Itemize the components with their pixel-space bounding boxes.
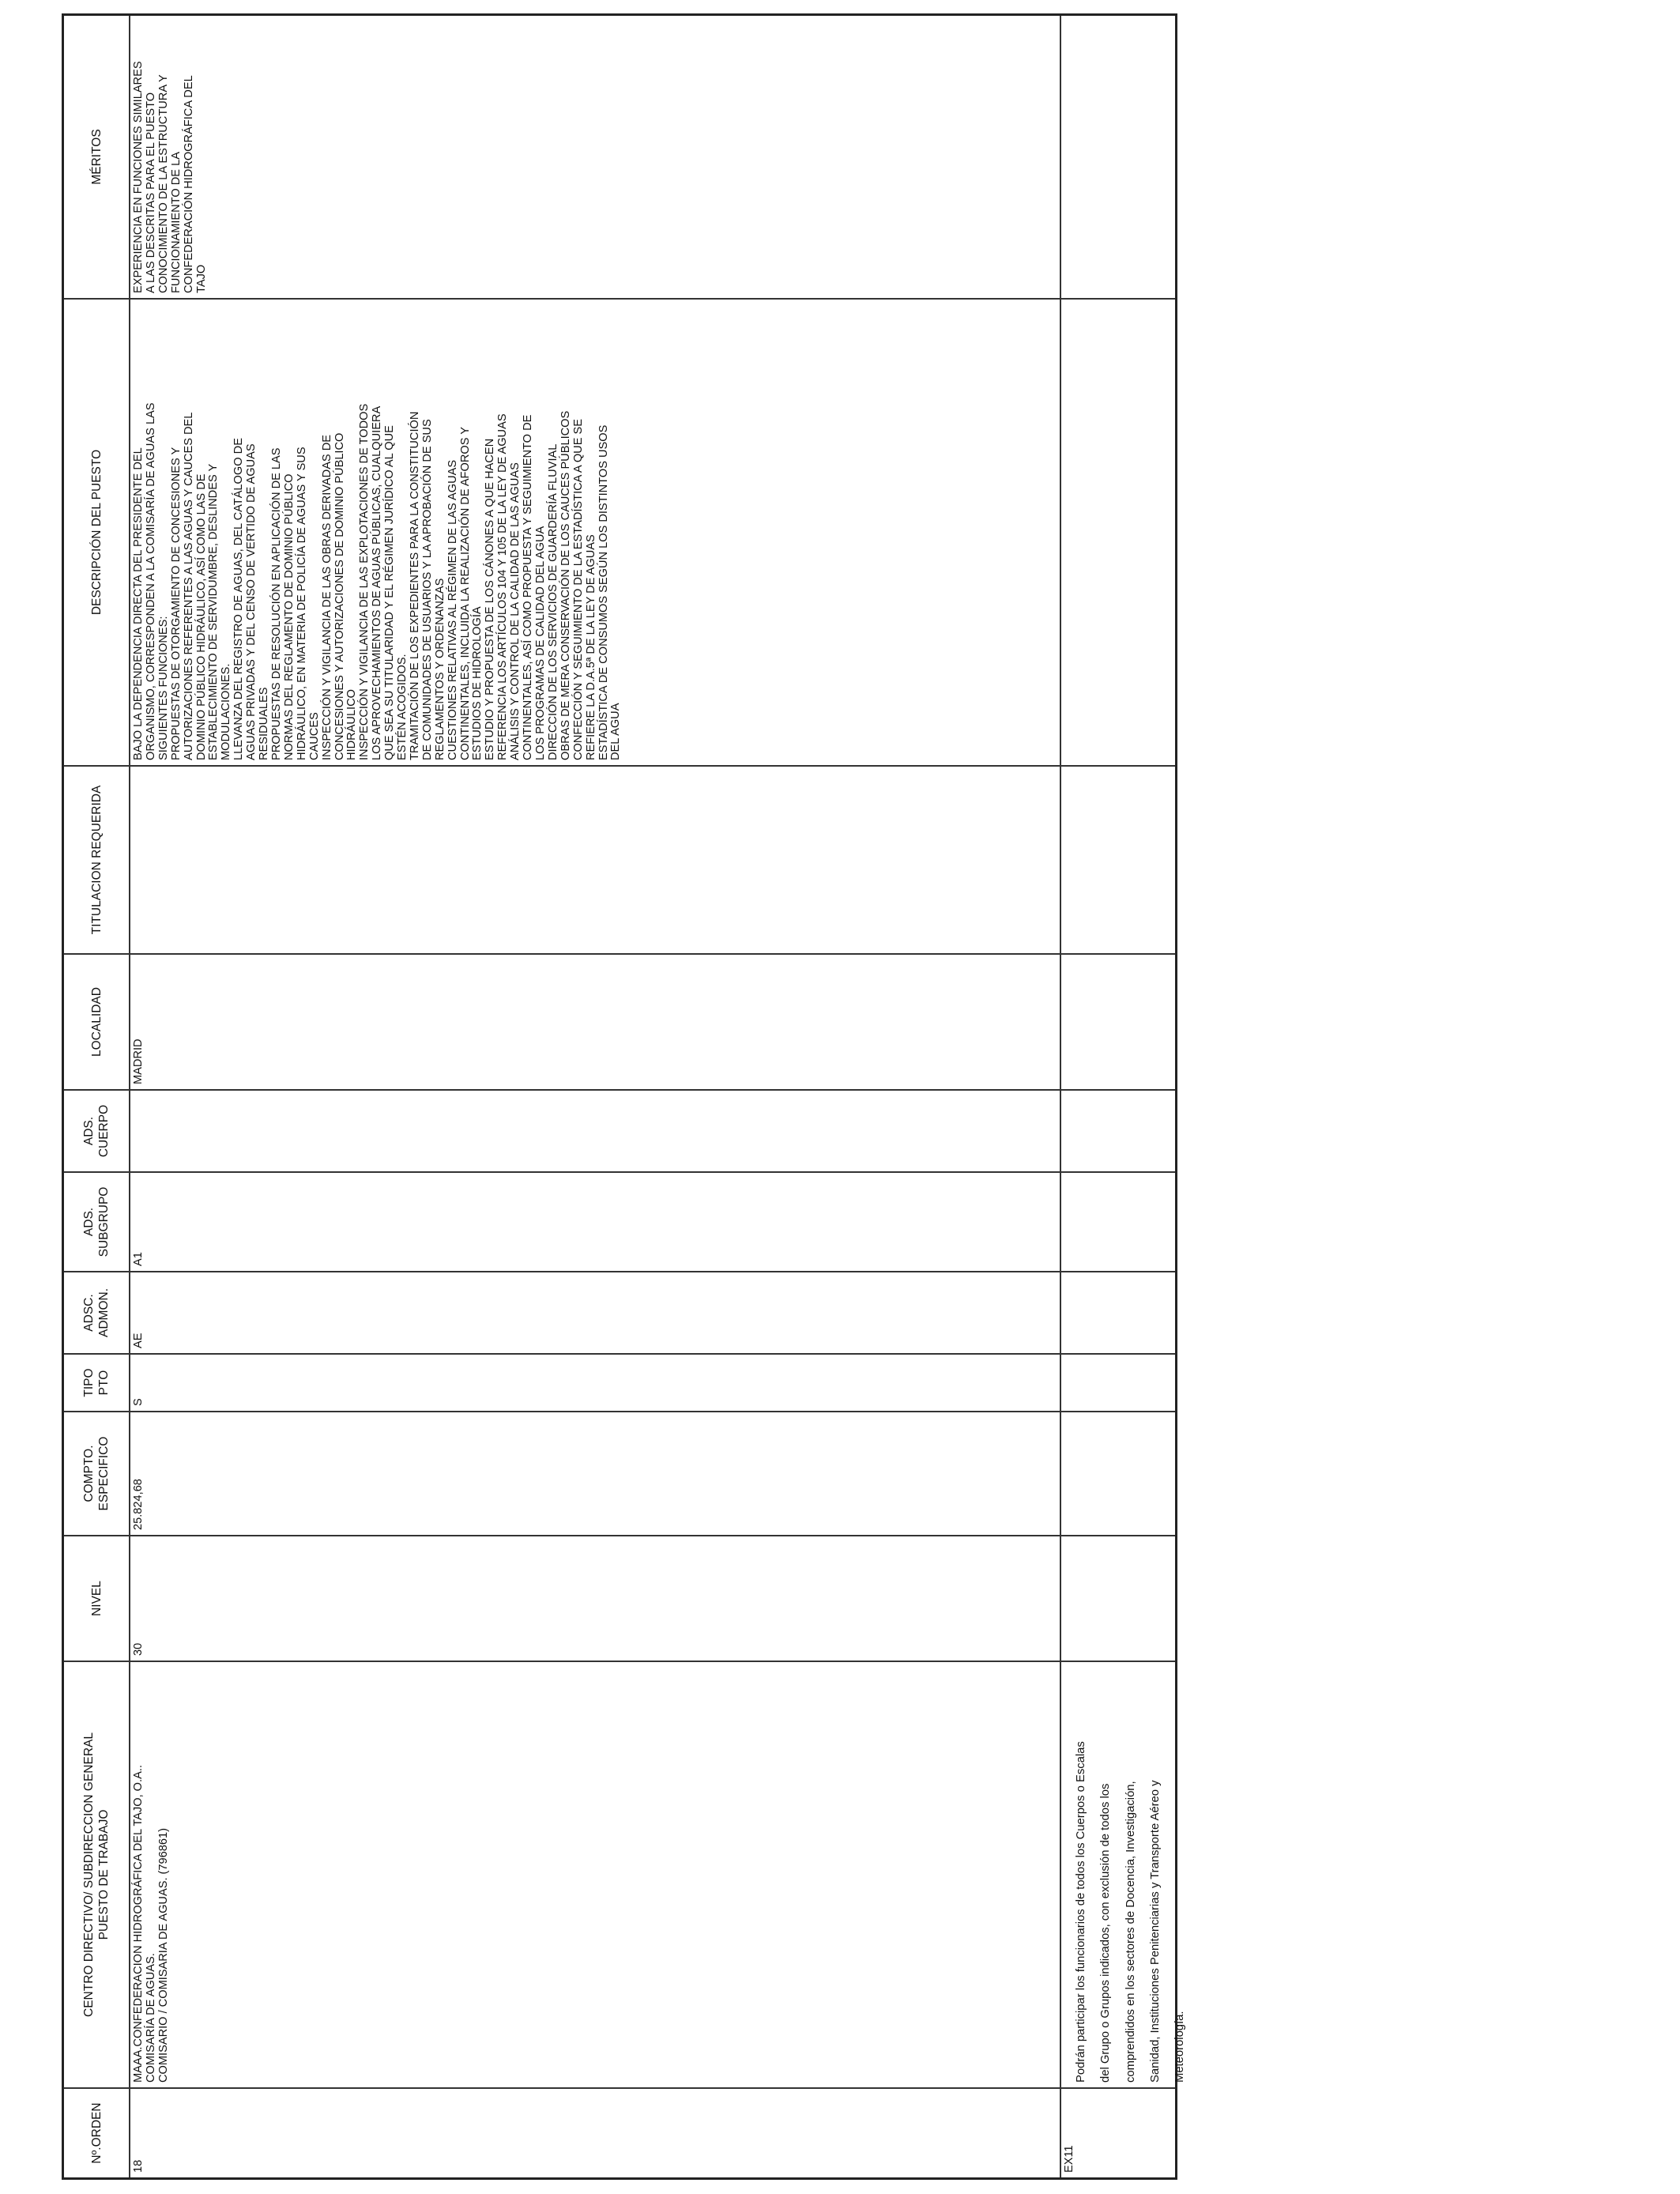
descripcion-line: NORMAS DEL REGLAMENTO DE DOMINIO PÚBLICO: [282, 473, 296, 760]
header-localidad: [64, 953, 129, 1089]
footnote-empty: [1060, 765, 1175, 953]
header-centro-label: [81, 1732, 111, 2017]
descripcion-text: [133, 304, 623, 760]
header-subgrupo-line2: SUBGRUPO: [97, 1186, 111, 1257]
descripcion-line: REGLAMENTOS Y ORDENANZAS: [433, 578, 446, 760]
header-descripcion: [64, 298, 129, 765]
footnote-empty: [1060, 1353, 1175, 1411]
footnote-empty: [1060, 1271, 1175, 1353]
descripcion-line: LOS PROGRAMAS DE CALIDAD DEL AGUA: [534, 526, 547, 760]
header-centro-line1: CENTRO DIRECTIVO/ SUBDIRECCION GENERAL: [82, 1732, 96, 2017]
compto-value: 25.824,68: [132, 1479, 145, 1530]
header-orden: [64, 2087, 129, 2177]
header-centro: [64, 1661, 129, 2087]
descripcion-line: REFIERE LA D.A.5ª DE LA LEY DE AGUAS: [584, 534, 597, 760]
descripcion-line: PROPUESTAS DE RESOLUCIÓN EN APLICACIÓN DE LAS: [269, 447, 283, 760]
descripcion-line: CONCESIONES Y AUTORIZACIONES DE DOMINIO PÚBLICO: [333, 432, 346, 760]
centro-line: MAAA.CONFEDERACION HIDROGRÁFICA DEL TAJO, O.A..: [132, 1765, 145, 2083]
tipo-value: S: [132, 1398, 145, 1406]
header-titulacion-label: TITULACION REQUERIDA: [89, 785, 104, 935]
descripcion-line: PROPUESTAS DE OTORGAMIENTO DE CONCESIONES Y: [169, 447, 183, 760]
header-tipo-line1: TIPO: [82, 1368, 96, 1397]
header-adsc-line1: ADSC.: [82, 1294, 96, 1332]
footnote-empty: [1060, 1089, 1175, 1171]
descripcion-line: CONFECCIÓN Y SEGUIMIENTO DE LA ESTADÍSTICA A QUE SE: [571, 419, 585, 760]
cell-orden: [129, 2087, 1060, 2177]
footnote-row: [1060, 16, 1187, 2177]
descripcion-line: ESTADÍSTICA DE CONSUMOS SEGÚN LOS DISTINTOS USOS: [597, 424, 610, 760]
orden-value: 18: [132, 2159, 145, 2173]
header-tipo: [64, 1353, 129, 1411]
footnote-line: del Grupo o Grupos indicados, con exclusión de todos los: [1099, 1783, 1113, 2083]
descripcion-line: ESTABLECIMIENTO DE SERVIDUMBRE, DESLINDES Y: [207, 463, 220, 760]
footnote-line: Meteorología.: [1173, 2011, 1187, 2083]
header-meritos: [64, 16, 129, 298]
descripcion-line: SIGUIENTES FUNCIONES:: [156, 616, 170, 760]
meritos-line: FUNCIONAMIENTO DE LA: [169, 152, 183, 293]
header-subgrupo-line1: ADS.: [82, 1207, 96, 1237]
footnote-empty: [1060, 16, 1175, 298]
header-cuerpo-line2: CUERPO: [97, 1104, 111, 1158]
footnote-line: Podrán participar los funcionarios de todos los Cuerpos o Escalas: [1074, 1741, 1087, 2083]
cell-centro: [129, 1661, 1060, 2087]
descripcion-line: DE COMUNIDADES DE USUARIOS Y LA APROBACIÓN DE SUS: [420, 419, 434, 760]
cell-nivel: [129, 1535, 1060, 1661]
descripcion-line: AGUAS PRIVADAS Y DEL CENSO DE VERTIDO DE AGUAS: [245, 443, 258, 760]
cell-adsc: [129, 1271, 1060, 1353]
descripcion-line: AUTORIZACIONES REFERENTES A LAS AGUAS Y CAUCES DEL: [182, 412, 195, 760]
header-compto-line2: ESPECIFICO: [97, 1436, 111, 1511]
header-centro-line2: PUESTO DE TRABAJO: [97, 1809, 111, 1940]
positions-table: [62, 13, 1187, 2180]
descripcion-line: ESTUDIO Y PROPUESTA DE LOS CÁNONES A QUE HACEN: [484, 438, 497, 760]
descripcion-line: DEL AGUA: [609, 703, 623, 760]
descripcion-line: HIDRÁULICO: [345, 688, 359, 760]
descripcion-line: ESTÉN ACOGIDOS.: [396, 654, 409, 760]
descripcion-line: INSPECCIÓN Y VIGILANCIA DE LAS OBRAS DERIVADAS DE: [320, 435, 333, 760]
header-nivel: [64, 1535, 129, 1661]
cell-subgrupo: [129, 1171, 1060, 1271]
footnote-empty: [1060, 1171, 1175, 1271]
header-cuerpo: [64, 1089, 129, 1171]
header-compto: [64, 1411, 129, 1535]
footnote-empty: [1060, 298, 1175, 765]
descripcion-line: HIDRÁULICO, EN MATERIA DE POLICÍA DE AGUAS Y SUS: [295, 447, 308, 760]
footnote-line: Sanidad, Instituciones Penitenciarias y Transporte Aéreo y: [1148, 1780, 1162, 2083]
header-meritos-label: MÉRITOS: [89, 129, 104, 185]
header-adsc-line2: ADMON.: [97, 1288, 111, 1337]
header-titulacion: [64, 765, 129, 953]
cell-localidad: [129, 953, 1060, 1089]
table-header: [64, 16, 130, 2177]
descripcion-line: ESTUDIOS DE HIDROLOGÍA: [471, 606, 484, 760]
subgrupo-value: A1: [132, 1252, 145, 1266]
header-localidad-label: LOCALIDAD: [89, 987, 104, 1057]
cell-titulacion: [129, 765, 1060, 953]
descripcion-line: MODULACIONES.: [220, 663, 233, 760]
centro-line: COMISARIO / COMISARIA DE AGUAS. (796861): [156, 1828, 170, 2083]
descripcion-line: CONTINENTALES, INCLUIDA LA REALIZACIÓN DE AFOROS Y: [458, 427, 472, 760]
descripcion-line: ORGANISMO, CORRESPONDEN A LA COMISARÍA DE AGUAS LAS: [144, 402, 157, 760]
descripcion-line: CUESTIONES RELATIVAS AL RÉGIMEN DE LAS AGUAS: [446, 459, 459, 760]
header-compto-line1: COMPTO.: [82, 1445, 96, 1502]
nivel-value: 30: [132, 1642, 145, 1656]
descripcion-line: OBRAS DE MERA CONSERVACIÓN DE LOS CAUCES PÚBLICOS: [559, 410, 572, 760]
footnote-code: EX11: [1063, 2145, 1075, 2173]
localidad-value: MADRID: [132, 1039, 145, 1084]
cell-tipo: [129, 1353, 1060, 1411]
descripcion-line: CONTINENTALES, ASÍ COMO PROPUESTA Y SEGUIMIENTO DE: [522, 414, 535, 760]
meritos-line: EXPERIENCIA EN FUNCIONES SIMILARES: [132, 61, 145, 293]
footnote-line: comprendidos en los sectores de Docencia, Investigación,: [1124, 1781, 1137, 2083]
descripcion-line: DIRECCIÓN DE LOS SERVICIOS DE GUARDERÍA FLUVIAL: [546, 443, 559, 760]
meritos-text: [133, 21, 208, 293]
descripcion-line: LLEVANZA DEL REGISTRO DE AGUAS, DEL CATÁLOGO DE: [232, 438, 246, 760]
descripcion-line: TRAMITACIÓN DE LOS EXPEDIENTES PARA LA CONSTITUCIÓN: [408, 411, 421, 760]
descripcion-line: INSPECCIÓN Y VIGILANCIA DE LAS EXPLOTACIONES DE TODOS: [358, 403, 371, 760]
table-row: [129, 16, 1061, 2177]
cell-cuerpo: [129, 1089, 1060, 1171]
cell-descripcion: [129, 298, 1060, 765]
footnote-text-cell: [1060, 1661, 1187, 2087]
header-subgrupo: [64, 1171, 129, 1271]
footnote-empty: [1060, 1535, 1175, 1661]
header-tipo-line2: PTO: [97, 1370, 111, 1396]
header-cuerpo-line1: ADS.: [82, 1116, 96, 1146]
cell-meritos: [129, 16, 1060, 298]
footnote-text: [1075, 1667, 1187, 2083]
meritos-line: CONFEDERACIÓN HIDROGRÁFICA DEL: [182, 75, 195, 293]
header-nivel-label: NIVEL: [89, 1581, 104, 1616]
descripcion-line: DOMINIO PÚBLICO HIDRÁULICO, ASÍ COMO LAS DE: [194, 473, 208, 760]
meritos-line: TAJO: [194, 264, 208, 293]
cell-compto: [129, 1411, 1060, 1535]
descripcion-line: QUE SEA SU TITULARIDAD Y EL RÉGIMEN JURÍDICO AL QUE: [383, 425, 397, 760]
header-descripcion-label: DESCRIPCIÓN DEL PUESTO: [89, 449, 104, 616]
adsc-value: AE: [132, 1333, 145, 1348]
footnote-empty: [1060, 1411, 1175, 1535]
footnote-code-cell: [1060, 2087, 1175, 2177]
descripcion-line: LOS APROVECHAMIENTOS DE AGUAS PÚBLICAS, CUALQUIERA: [371, 405, 384, 760]
descripcion-line: RESIDUALES: [258, 687, 271, 760]
descripcion-line: BAJO LA DEPENDENCIA DIRECTA DEL PRESIDENTE DEL: [132, 447, 145, 760]
meritos-line: CONOCIMIENTO DE LA ESTRUCTURA Y: [156, 74, 170, 293]
descripcion-line: REFERENCIA LOS ARTÍCULOS 104 Y 105 DE LA LEY DE AGUAS: [496, 413, 510, 760]
footnote-empty: [1060, 953, 1175, 1089]
meritos-line: A LAS DESCRITAS PARA EL PUESTO: [144, 92, 157, 293]
header-orden-label: Nº.ORDEN: [89, 2102, 104, 2164]
header-adsc: [64, 1271, 129, 1353]
centro-line: COMISARÍA DE AGUAS.: [144, 1953, 157, 2083]
descripcion-line: ANÁLISIS Y CONTROL DE LA CALIDAD DE LAS AGUAS: [509, 462, 522, 760]
descripcion-line: CAUCES: [307, 712, 321, 760]
